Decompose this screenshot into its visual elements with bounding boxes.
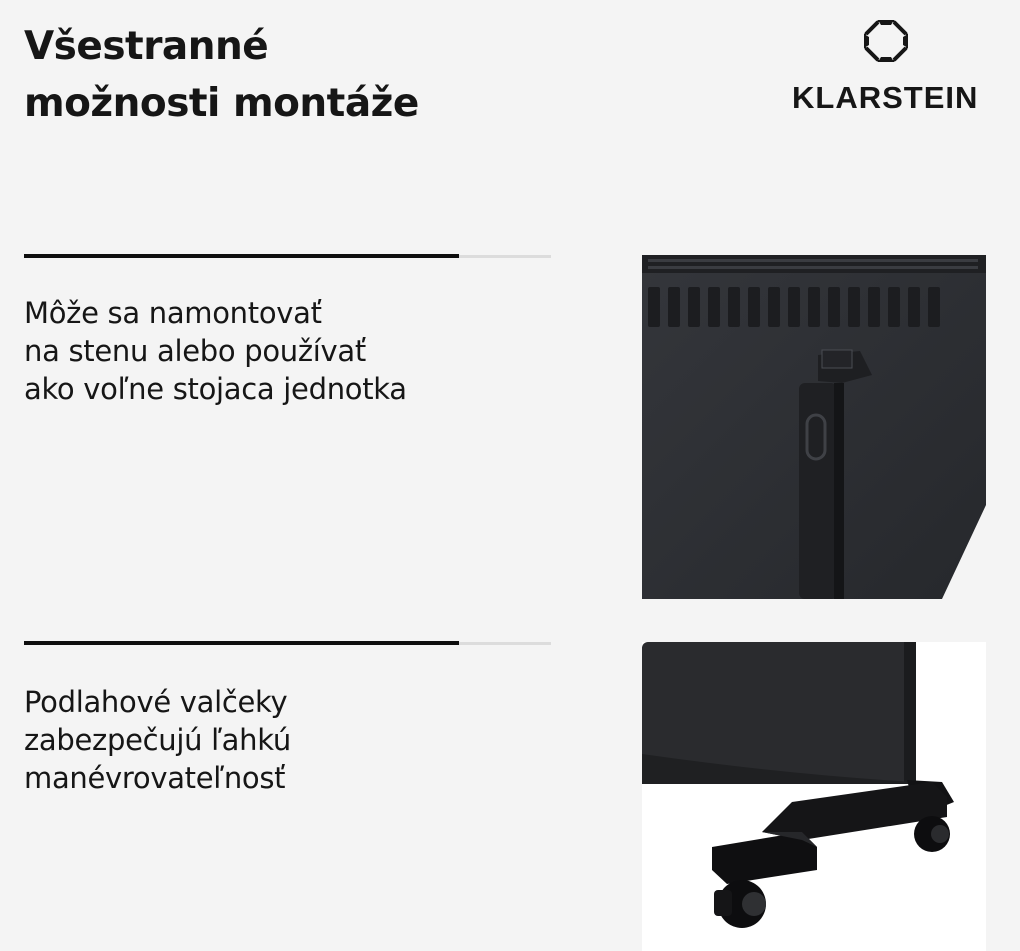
wall-mount-bracket-photo-icon: [642, 255, 986, 599]
feature-1-text: [24, 294, 407, 408]
brand-name: KLARSTEIN: [792, 80, 979, 115]
divider-dark-segment: [24, 254, 459, 258]
divider-dark-segment: [24, 641, 459, 645]
page-title: [24, 18, 419, 132]
feature-1-divider: [24, 254, 551, 258]
feature-2-divider: [24, 641, 551, 645]
wall-mount-photo: [642, 255, 986, 599]
brand-logo: [780, 18, 995, 118]
feature-2-text: [24, 683, 291, 797]
title-line-2: možnosti montáže: [24, 81, 419, 126]
title-line-1: Všestranné: [24, 24, 269, 69]
floor-wheels-photo: [642, 642, 986, 951]
divider-light-segment: [459, 642, 551, 645]
divider-light-segment: [459, 255, 551, 258]
feature-2-line-2: zabezpečujú ľahkú: [24, 723, 291, 757]
floor-wheels-photo-icon: [642, 642, 986, 951]
klarstein-logo-icon: [862, 18, 910, 64]
feature-1-line-2: na stenu alebo používať: [24, 334, 366, 368]
feature-1-line-3: ako voľne stojaca jednotka: [24, 372, 407, 406]
feature-1-line-1: Môže sa namontovať: [24, 296, 322, 330]
feature-2-line-1: Podlahové valčeky: [24, 685, 288, 719]
feature-2-line-3: manévrovateľnosť: [24, 761, 286, 795]
